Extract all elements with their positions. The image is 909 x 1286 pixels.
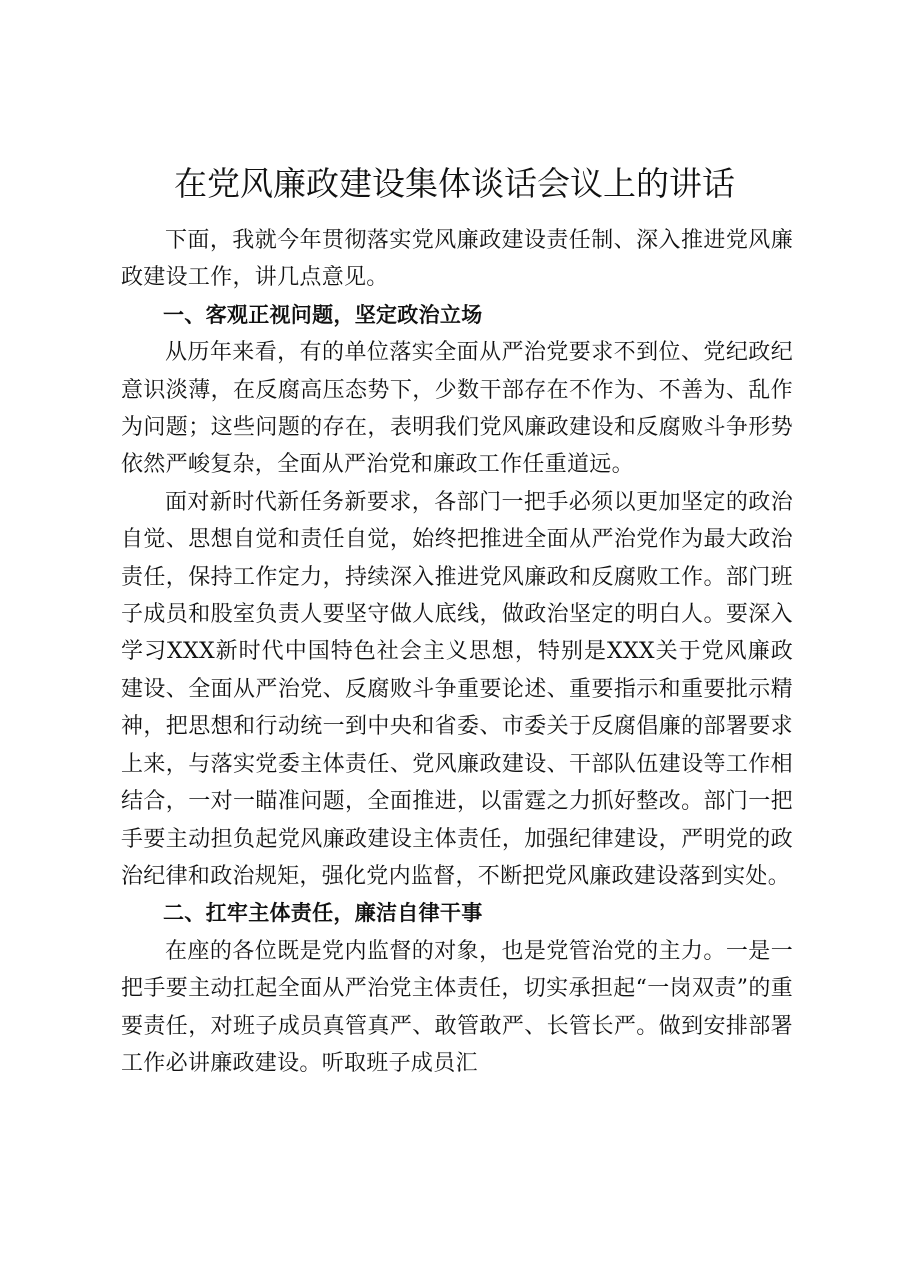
paragraph: 下面，我就今年贯彻落实党风廉政建设责任制、深入推进党风廉政建设工作，讲几点意见。 — [121, 228, 793, 291]
document-title: 在党风廉政建设集体谈话会议上的讲话 — [174, 164, 735, 203]
section-heading: 二、扛牢主体责任，廉洁自律干事 — [163, 901, 483, 926]
paragraph: 面对新时代新任务新要求，各部门一把手必须以更加坚定的政治自觉、思想自觉和责任自觉，始终把推进全面从严治党作为最大政治责任，保持工作定力，持续深入推进党风廉政和反腐败工作。部门班子成员和股室负责人要坚守做人底线，做政治坚定的明白人。要深入学习XXX新时代中国特色社会主义思想，特别是XXX关于党风廉政建设、全面从严治党、反腐败斗争重要论述、重要指示和重要批示精神，把思想和行动统一到中央和省委、市委关于反腐倡廉的部署要求上来，与落实党委主体责任、党风廉政建设、干部队伍建设等工作相结合，一对一瞄准问题，全面推进，以雷霆之力抓好整改。部门一把手要主动担负起党风廉政建设主体责任，加强纪律建设，严明党的政治纪律和政治规矩，强化党内监督，不断把党风廉政建设落到实处。 — [121, 489, 793, 889]
section-heading: 一、客观正视问题，坚定政治立场 — [163, 302, 483, 327]
paragraph: 在座的各位既是党内监督的对象，也是党管治党的主力。一是一把手要主动扛起全面从严治党主体责任，切实承担起“一岗双责”的重要责任，对班子成员真管真严、敢管敢严、长管长严。做到安排部署工作必讲廉政建设。听取班子成员汇 — [121, 938, 793, 1076]
paragraph: 从历年来看，有的单位落实全面从严治党要求不到位、党纪政纪意识淡薄，在反腐高压态势下，少数干部存在不作为、不善为、乱作为问题；这些问题的存在，表明我们党风廉政建设和反腐败斗争形势依然严峻复杂，全面从严治党和廉政工作任重道远。 — [121, 340, 793, 478]
document-body — [121, 222, 793, 1082]
